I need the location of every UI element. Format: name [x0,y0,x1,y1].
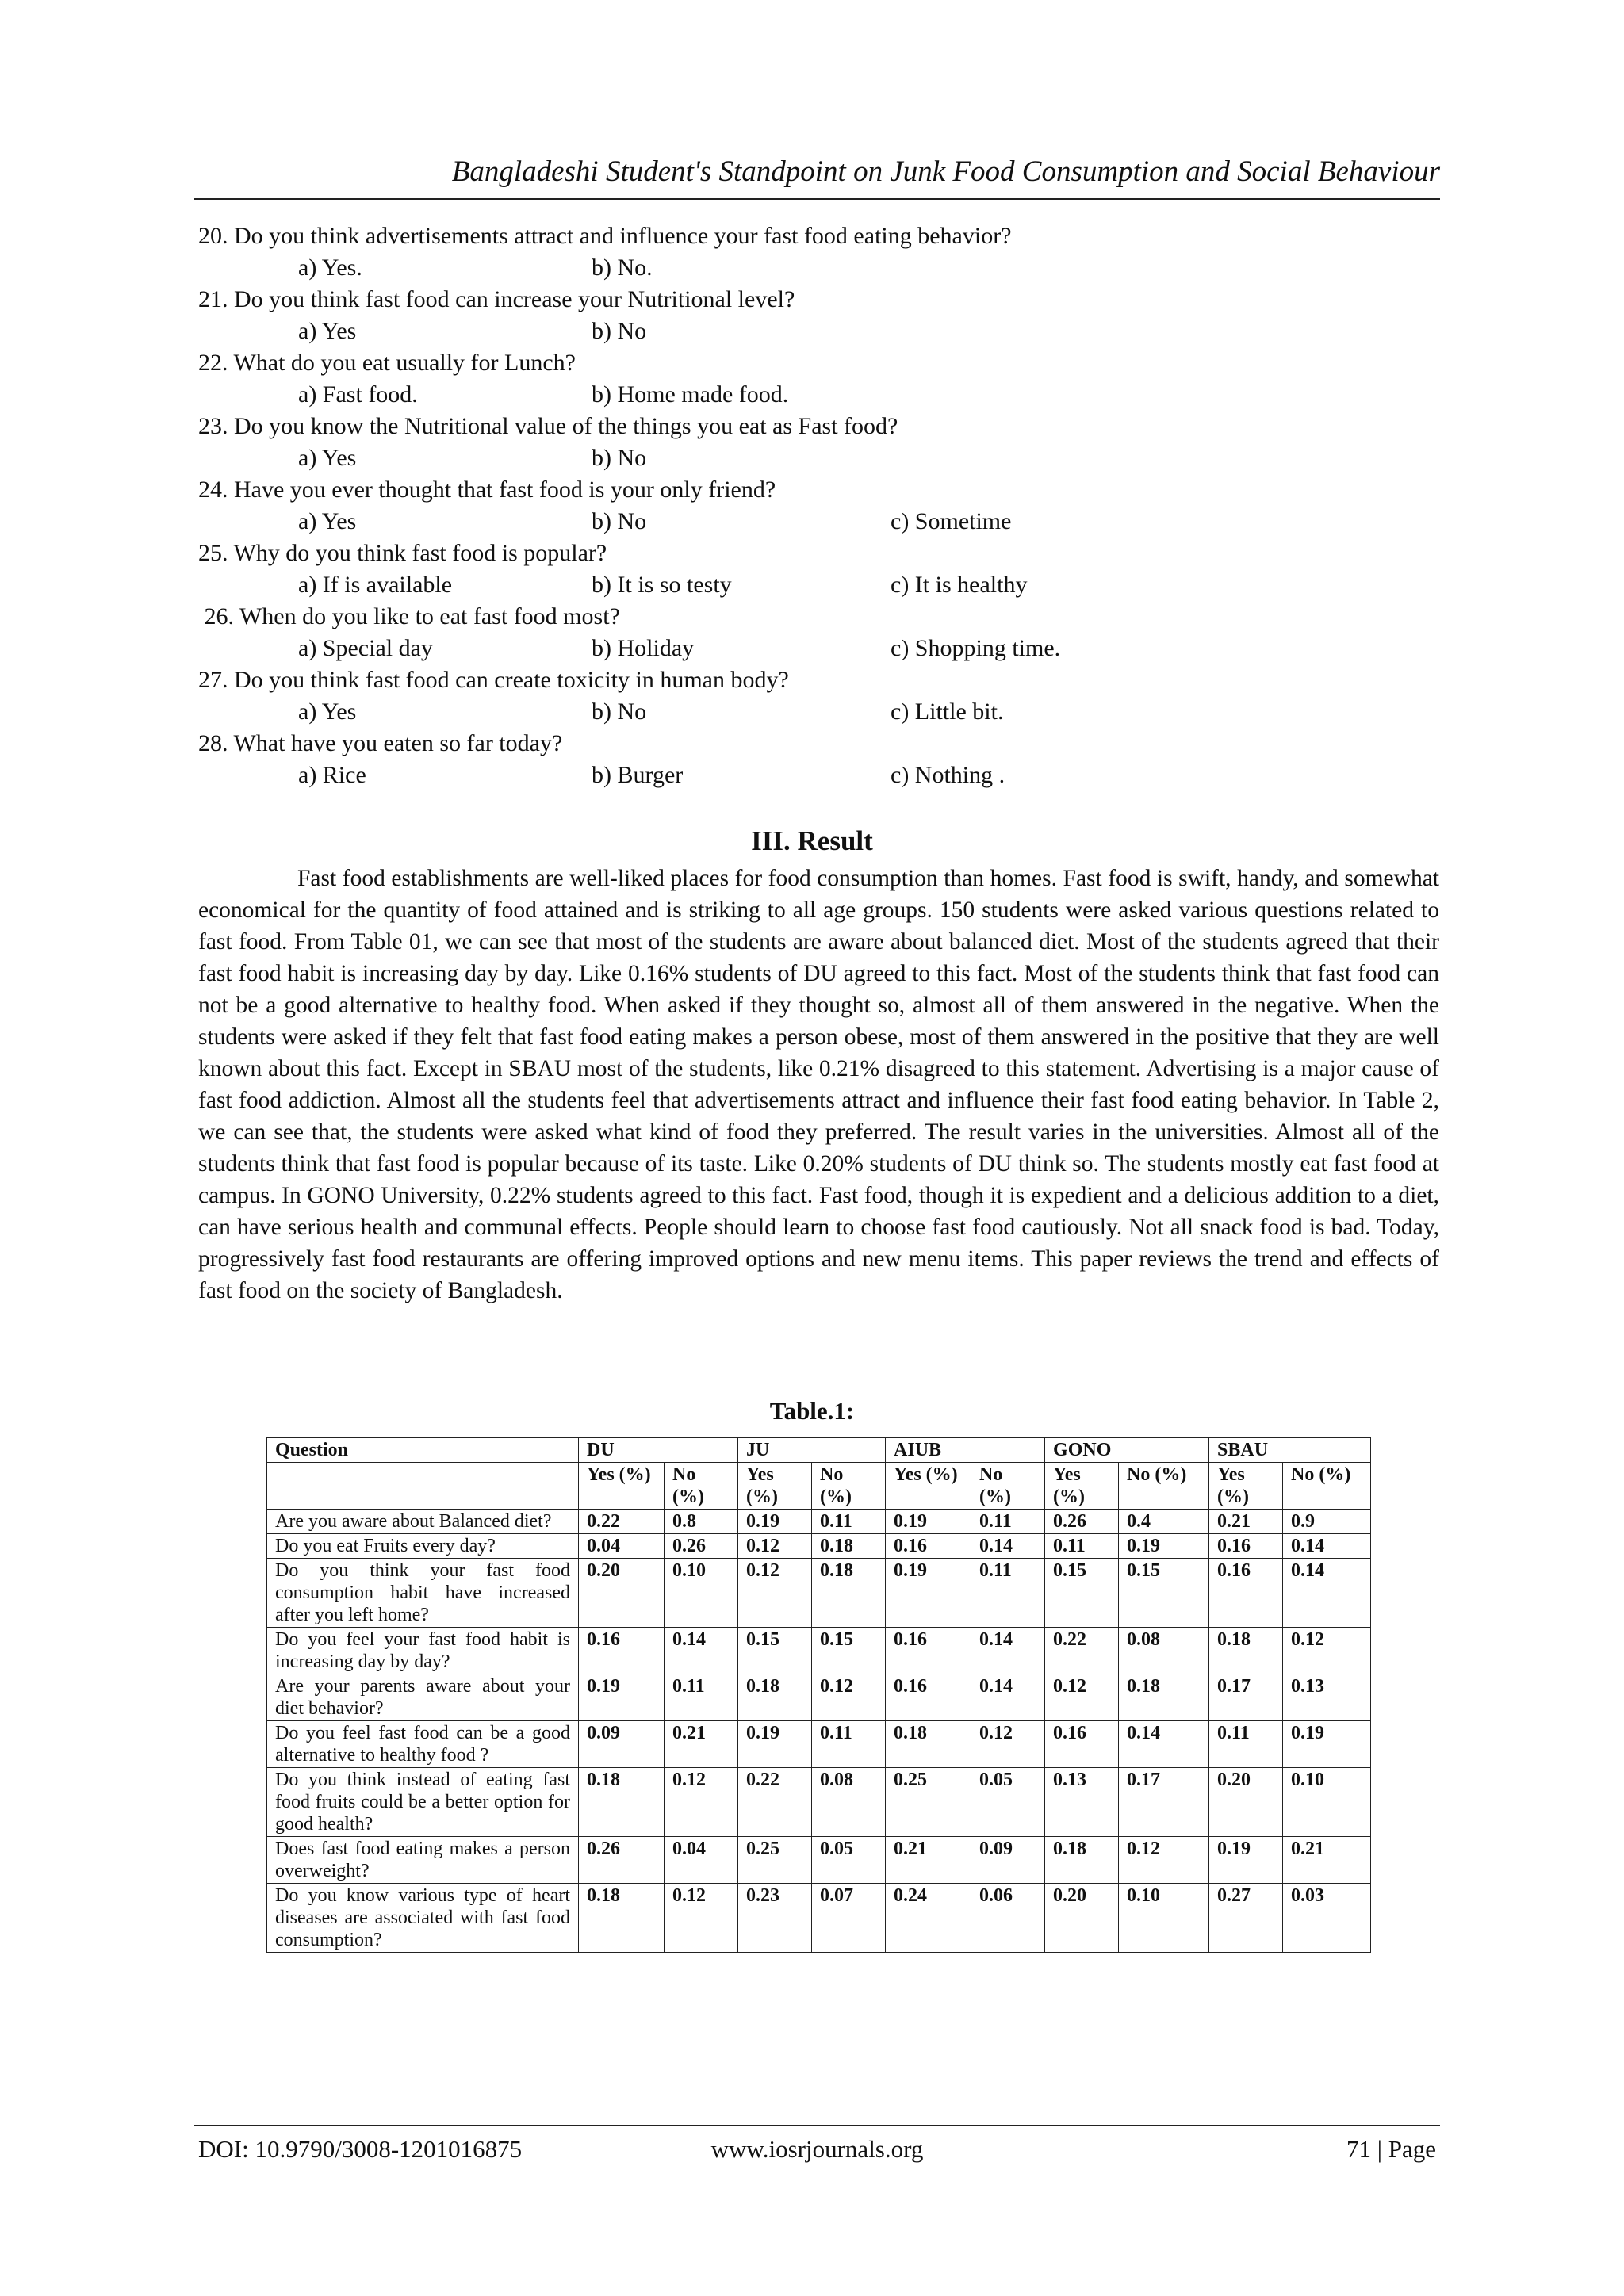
yes-value-cell: 0.22 [579,1510,665,1534]
yes-value-cell: 0.12 [738,1559,812,1628]
yes-value-cell: 0.25 [886,1768,971,1837]
results-table [266,1437,1371,1953]
table-row [267,1768,1371,1837]
yes-value-cell: 0.22 [738,1768,812,1837]
yes-header: Yes (%) [579,1463,665,1510]
question-cell: Do you feel fast food can be a good alternative to healthy food ? [267,1721,579,1768]
no-value-cell: 0.14 [971,1628,1045,1674]
question-header: Question [267,1438,579,1463]
yes-value-cell: 0.20 [579,1559,665,1628]
question-options [198,316,1451,347]
option-b: b) No [592,508,647,534]
question-cell: Do you think instead of eating fast food fruits could be a better option for good health? [267,1768,579,1837]
question-options [198,506,1451,538]
yes-value-cell: 0.16 [1209,1534,1283,1559]
no-value-cell: 0.05 [812,1837,886,1884]
no-value-cell: 0.8 [665,1510,738,1534]
option-b: b) Home made food. [592,381,789,408]
question-cell: Are your parents aware about your diet behavior? [267,1674,579,1721]
no-value-cell: 0.26 [665,1534,738,1559]
no-value-cell: 0.09 [971,1837,1045,1884]
no-value-cell: 0.04 [665,1837,738,1884]
question-item [198,220,1451,284]
question-item [198,474,1451,538]
option-a: a) Fast food. [298,381,418,408]
question-item [198,284,1451,347]
yes-value-cell: 0.16 [886,1534,971,1559]
question-item [198,601,1451,664]
table-row [267,1884,1371,1953]
yes-header: Yes (%) [1209,1463,1283,1510]
no-value-cell: 0.14 [665,1628,738,1674]
yes-value-cell: 0.16 [1045,1721,1119,1768]
option-c: c) It is healthy [891,572,1028,598]
no-value-cell: 0.05 [971,1768,1045,1837]
no-value-cell: 0.18 [1119,1674,1209,1721]
question-cell: Do you eat Fruits every day? [267,1534,579,1559]
option-b: b) No [592,445,647,471]
yes-value-cell: 0.17 [1209,1674,1283,1721]
option-a: a) Rice [298,762,366,788]
no-value-cell: 0.11 [812,1721,886,1768]
option-b: b) Holiday [592,635,695,661]
yes-value-cell: 0.19 [886,1510,971,1534]
question-text: 22. What do you eat usually for Lunch? [198,350,576,376]
no-value-cell: 0.03 [1283,1884,1371,1953]
footer-doi: DOI: 10.9790/3008-1201016875 [198,2135,523,2163]
no-value-cell: 0.21 [1283,1837,1371,1884]
question-cell: Do you feel your fast food habit is increasing day by day? [267,1628,579,1674]
yes-value-cell: 0.15 [1045,1559,1119,1628]
option-b: b) No [592,698,647,725]
university-header: JU [738,1438,886,1463]
question-options [198,379,1451,411]
no-value-cell: 0.4 [1119,1510,1209,1534]
yes-value-cell: 0.13 [1045,1768,1119,1837]
yes-value-cell: 0.09 [579,1721,665,1768]
yes-value-cell: 0.26 [579,1837,665,1884]
yes-value-cell: 0.11 [1045,1534,1119,1559]
running-head: Bangladeshi Student's Standpoint on Junk Food Consumption and Social Behaviour [194,152,1440,200]
yes-value-cell: 0.19 [738,1721,812,1768]
no-header: No (%) [812,1463,886,1510]
yes-value-cell: 0.16 [579,1628,665,1674]
yes-value-cell: 0.18 [1209,1628,1283,1674]
no-value-cell: 0.12 [665,1768,738,1837]
section-title: III. Result [751,825,873,856]
question-cell: Do you know various type of heart diseases are associated with fast food consumption? [267,1884,579,1953]
no-value-cell: 0.15 [812,1628,886,1674]
no-value-cell: 0.06 [971,1884,1045,1953]
question-options [198,760,1451,791]
option-a: a) Yes. [298,254,362,281]
no-value-cell: 0.21 [665,1721,738,1768]
no-value-cell: 0.9 [1283,1510,1371,1534]
question-item [198,347,1451,411]
university-header: GONO [1045,1438,1209,1463]
question-options [198,252,1451,284]
table-header-row [267,1438,1371,1463]
yes-value-cell: 0.21 [1209,1510,1283,1534]
yes-value-cell: 0.19 [886,1559,971,1628]
yes-value-cell: 0.18 [579,1884,665,1953]
no-value-cell: 0.13 [1283,1674,1371,1721]
yes-value-cell: 0.16 [886,1674,971,1721]
no-header: No (%) [665,1463,738,1510]
option-a: a) Special day [298,635,433,661]
question-options [198,442,1451,474]
yes-value-cell: 0.20 [1045,1884,1119,1953]
option-b: b) Burger [592,762,684,788]
yes-value-cell: 0.25 [738,1837,812,1884]
yes-value-cell: 0.11 [1209,1721,1283,1768]
no-value-cell: 0.14 [1283,1559,1371,1628]
questionnaire-list [198,220,1451,791]
question-item [198,728,1451,791]
no-value-cell: 0.11 [812,1510,886,1534]
yes-header: Yes (%) [886,1463,971,1510]
question-item [198,538,1451,601]
no-value-cell: 0.11 [971,1510,1045,1534]
no-value-cell: 0.11 [971,1559,1045,1628]
no-value-cell: 0.08 [1119,1628,1209,1674]
yes-value-cell: 0.21 [886,1837,971,1884]
option-a: a) Yes [298,318,357,344]
question-cell: Does fast food eating makes a person overweight? [267,1837,579,1884]
option-b: b) No [592,318,647,344]
result-paragraph: Fast food establishments are well-liked places for food consumption than homes. Fast food is swift, handy, and somewhat economical for the quantity of food attained and is striking to all age groups. 150 students were asked various questions related to fast food. From Table 01, we can see that most of the students are aware about balanced diet. Most of the students agreed that their fast food habit is increasing day by day. Like 0.16% students of DU agreed to this fact. Most of the students think that fast food can not be a good alternative to healthy food. When asked if they thought so, almost all of them answered in the negative. When the students were asked if they felt that fast food eating makes a person obese, most of them answered in the positive that they are well known about this fact. Except in SBAU most of the students, like 0.21% disagreed to this statement. Advertising is a major cause of fast food addiction. Almost all the students feel that advertisements attract and influence their fast food eating behavior. In Table 2, we can see that, the students were asked what kind of food they preferred. The result varies in the universities. Almost all of the students think that fast food is popular because of its taste. Like 0.20% students of DU think so. The students mostly eat fast food at campus. In GONO University, 0.22% students agreed to this fact. Fast food, though it is expedient and a delicious addition to a diet, can have serious health and communal effects. People should learn to choose fast food cautiously. Not all snack food is bad. Today, progressively fast food restaurants are offering improved options and new menu items. This paper reviews the trend and effects of fast food on the society of Bangladesh. [198,866,1439,1303]
yes-header: Yes (%) [1045,1463,1119,1510]
no-value-cell: 0.10 [1119,1884,1209,1953]
footer-page: 71 | Page [1346,2135,1436,2163]
yes-value-cell: 0.27 [1209,1884,1283,1953]
yes-value-cell: 0.18 [1045,1837,1119,1884]
table-row [267,1559,1371,1628]
empty-cell [267,1463,579,1510]
yes-value-cell: 0.23 [738,1884,812,1953]
option-b: b) It is so testy [592,572,732,598]
yes-value-cell: 0.16 [1209,1559,1283,1628]
table-row [267,1628,1371,1674]
yes-value-cell: 0.26 [1045,1510,1119,1534]
no-value-cell: 0.10 [1283,1768,1371,1837]
option-a: a) Yes [298,698,357,725]
yes-value-cell: 0.24 [886,1884,971,1953]
question-item [198,411,1451,474]
no-value-cell: 0.12 [1119,1837,1209,1884]
question-options [198,696,1451,728]
question-text: 21. Do you think fast food can increase your Nutritional level? [198,286,795,312]
option-b: b) No. [592,254,653,281]
university-header: DU [579,1438,738,1463]
table-row [267,1674,1371,1721]
no-header: No (%) [1119,1463,1209,1510]
no-value-cell: 0.19 [1283,1721,1371,1768]
yes-value-cell: 0.18 [886,1721,971,1768]
question-text: 20. Do you think advertisements attract and influence your fast food eating behavior? [198,223,1012,249]
no-value-cell: 0.15 [1119,1559,1209,1628]
yes-value-cell: 0.18 [738,1674,812,1721]
no-value-cell: 0.12 [1283,1628,1371,1674]
table-caption: Table.1: [769,1397,855,1425]
option-c: c) Sometime [891,508,1012,534]
yes-value-cell: 0.19 [1209,1837,1283,1884]
table-row [267,1534,1371,1559]
no-value-cell: 0.19 [1119,1534,1209,1559]
no-header: No (%) [971,1463,1045,1510]
no-value-cell: 0.14 [1119,1721,1209,1768]
question-item [198,664,1451,728]
no-value-cell: 0.14 [971,1534,1045,1559]
question-text: 24. Have you ever thought that fast food is your only friend? [198,476,776,503]
no-value-cell: 0.12 [665,1884,738,1953]
question-text: 25. Why do you think fast food is popular? [198,540,607,566]
yes-value-cell: 0.04 [579,1534,665,1559]
question-cell: Do you think your fast food consumption habit have increased after you left home? [267,1559,579,1628]
no-value-cell: 0.18 [812,1559,886,1628]
yes-value-cell: 0.15 [738,1628,812,1674]
table-row [267,1837,1371,1884]
footer-site: www.iosrjournals.org [710,2135,924,2163]
yes-value-cell: 0.12 [1045,1674,1119,1721]
question-text: 27. Do you think fast food can create toxicity in human body? [198,667,789,693]
university-header: SBAU [1209,1438,1371,1463]
question-text: 28. What have you eaten so far today? [198,730,563,756]
no-value-cell: 0.12 [812,1674,886,1721]
question-options [198,633,1451,664]
yes-value-cell: 0.18 [579,1768,665,1837]
option-a: a) If is available [298,572,453,598]
page-footer [194,2125,1440,2163]
yes-value-cell: 0.12 [738,1534,812,1559]
yes-value-cell: 0.16 [886,1628,971,1674]
option-a: a) Yes [298,508,357,534]
no-value-cell: 0.17 [1119,1768,1209,1837]
question-text: 23. Do you know the Nutritional value of the things you eat as Fast food? [198,413,898,439]
no-value-cell: 0.14 [1283,1534,1371,1559]
no-value-cell: 0.14 [971,1674,1045,1721]
question-options [198,569,1451,601]
no-value-cell: 0.11 [665,1674,738,1721]
university-header: AIUB [886,1438,1045,1463]
option-c: c) Nothing . [891,762,1005,788]
yes-value-cell: 0.22 [1045,1628,1119,1674]
no-value-cell: 0.12 [971,1721,1045,1768]
question-text: 26. When do you like to eat fast food most? [198,603,620,629]
table-row [267,1510,1371,1534]
option-a: a) Yes [298,445,357,471]
no-value-cell: 0.18 [812,1534,886,1559]
option-c: c) Shopping time. [891,635,1061,661]
table-subheader-row [267,1463,1371,1510]
yes-value-cell: 0.20 [1209,1768,1283,1837]
no-value-cell: 0.10 [665,1559,738,1628]
no-value-cell: 0.08 [812,1768,886,1837]
no-header: No (%) [1283,1463,1371,1510]
table-row [267,1721,1371,1768]
yes-value-cell: 0.19 [579,1674,665,1721]
option-c: c) Little bit. [891,698,1004,725]
yes-header: Yes (%) [738,1463,812,1510]
yes-value-cell: 0.19 [738,1510,812,1534]
no-value-cell: 0.07 [812,1884,886,1953]
question-cell: Are you aware about Balanced diet? [267,1510,579,1534]
